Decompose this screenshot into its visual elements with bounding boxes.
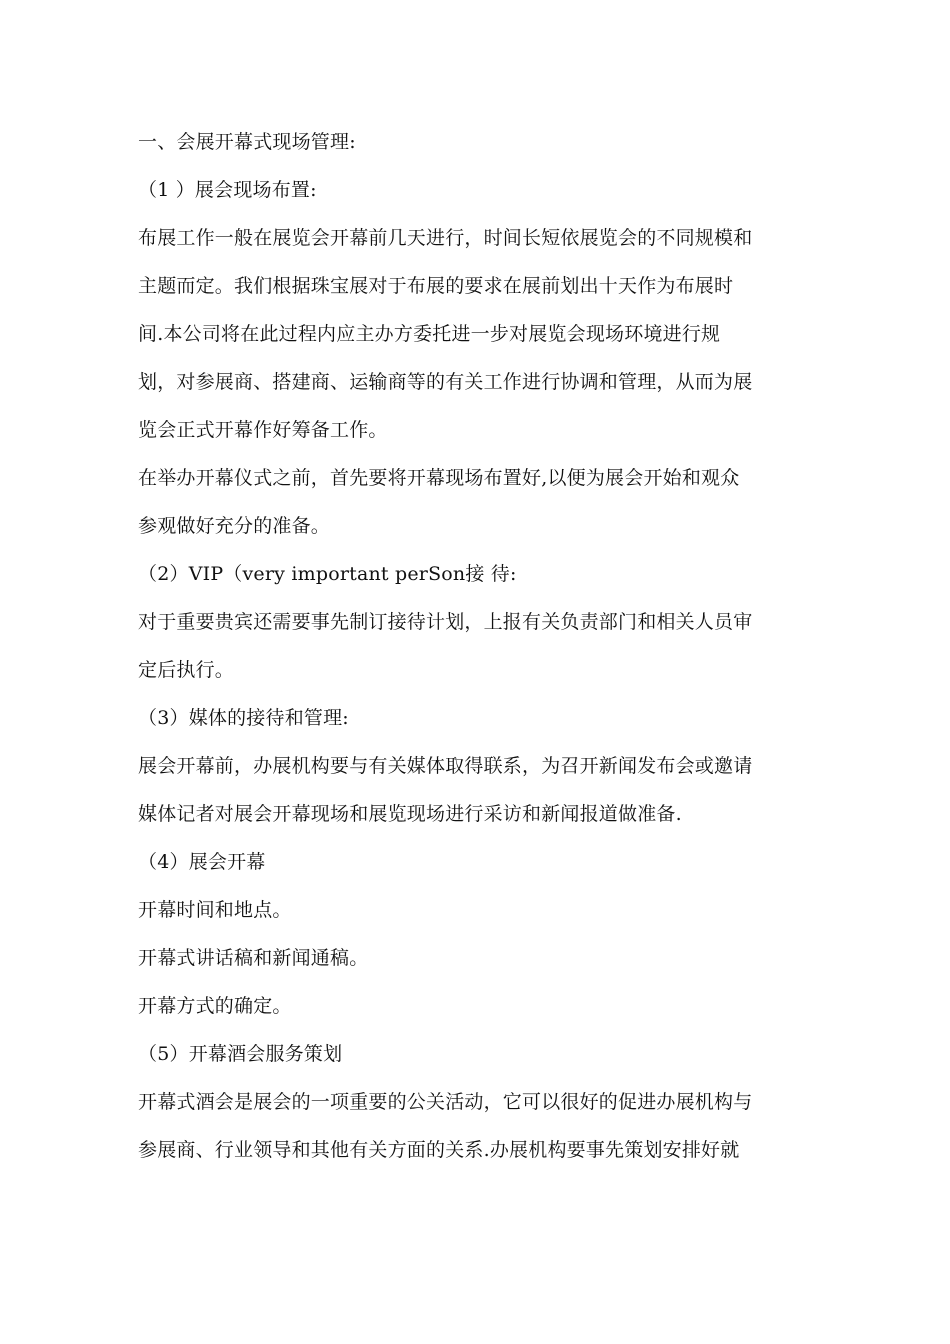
subheading-reception-planning: （5）开幕酒会服务策划 — [138, 1043, 343, 1065]
paragraph-line: 主题而定。我们根据珠宝展对于布展的要求在展前划出十天作为布展时 — [138, 275, 734, 297]
paragraph-line: 开幕时间和地点。 — [138, 899, 292, 921]
paragraph-line: 参展商、行业领导和其他有关方面的关系.办展机构要事先策划安排好就 — [138, 1139, 740, 1161]
paragraph-line: 开幕式酒会是展会的一项重要的公关活动，它可以很好的促进办展机构与 — [138, 1091, 753, 1113]
subheading-opening: （4）展会开幕 — [138, 851, 266, 873]
paragraph-line: 开幕方式的确定。 — [138, 995, 292, 1017]
paragraph-line: 开幕式讲话稿和新闻通稿。 — [138, 947, 369, 969]
paragraph-line: 间.本公司将在此过程内应主办方委托进一步对展览会现场环境进行规 — [138, 323, 721, 345]
paragraph-line: 览会正式开幕作好筹备工作。 — [138, 419, 388, 441]
section-heading: 一、会展开幕式现场管理: — [138, 131, 356, 153]
subheading-vip-reception: （2）VIP（very important perSon接 待: — [138, 563, 517, 585]
paragraph-line: 布展工作一般在展览会开幕前几天进行，时间长短依展览会的不同规模和 — [138, 227, 753, 249]
paragraph-line: 参观做好充分的准备。 — [138, 515, 331, 537]
paragraph-line: 展会开幕前，办展机构要与有关媒体取得联系，为召开新闻发布会或邀请 — [138, 755, 753, 777]
paragraph-line: 划，对参展商、搭建商、运输商等的有关工作进行协调和管理，从而为展 — [138, 371, 753, 393]
document-body — [138, 118, 828, 1174]
paragraph-line: 媒体记者对展会开幕现场和展览现场进行采访和新闻报道做准备. — [138, 803, 682, 825]
paragraph-line: 对于重要贵宾还需要事先制订接待计划，上报有关负责部门和相关人员审 — [138, 611, 753, 633]
subheading-site-layout: （1 ）展会现场布置: — [138, 179, 317, 201]
paragraph-line: 定后执行。 — [138, 659, 235, 681]
paragraph-line: 在举办开幕仪式之前，首先要将开幕现场布置好,以便为展会开始和观众 — [138, 467, 740, 489]
subheading-media: （3）媒体的接待和管理: — [138, 707, 349, 729]
